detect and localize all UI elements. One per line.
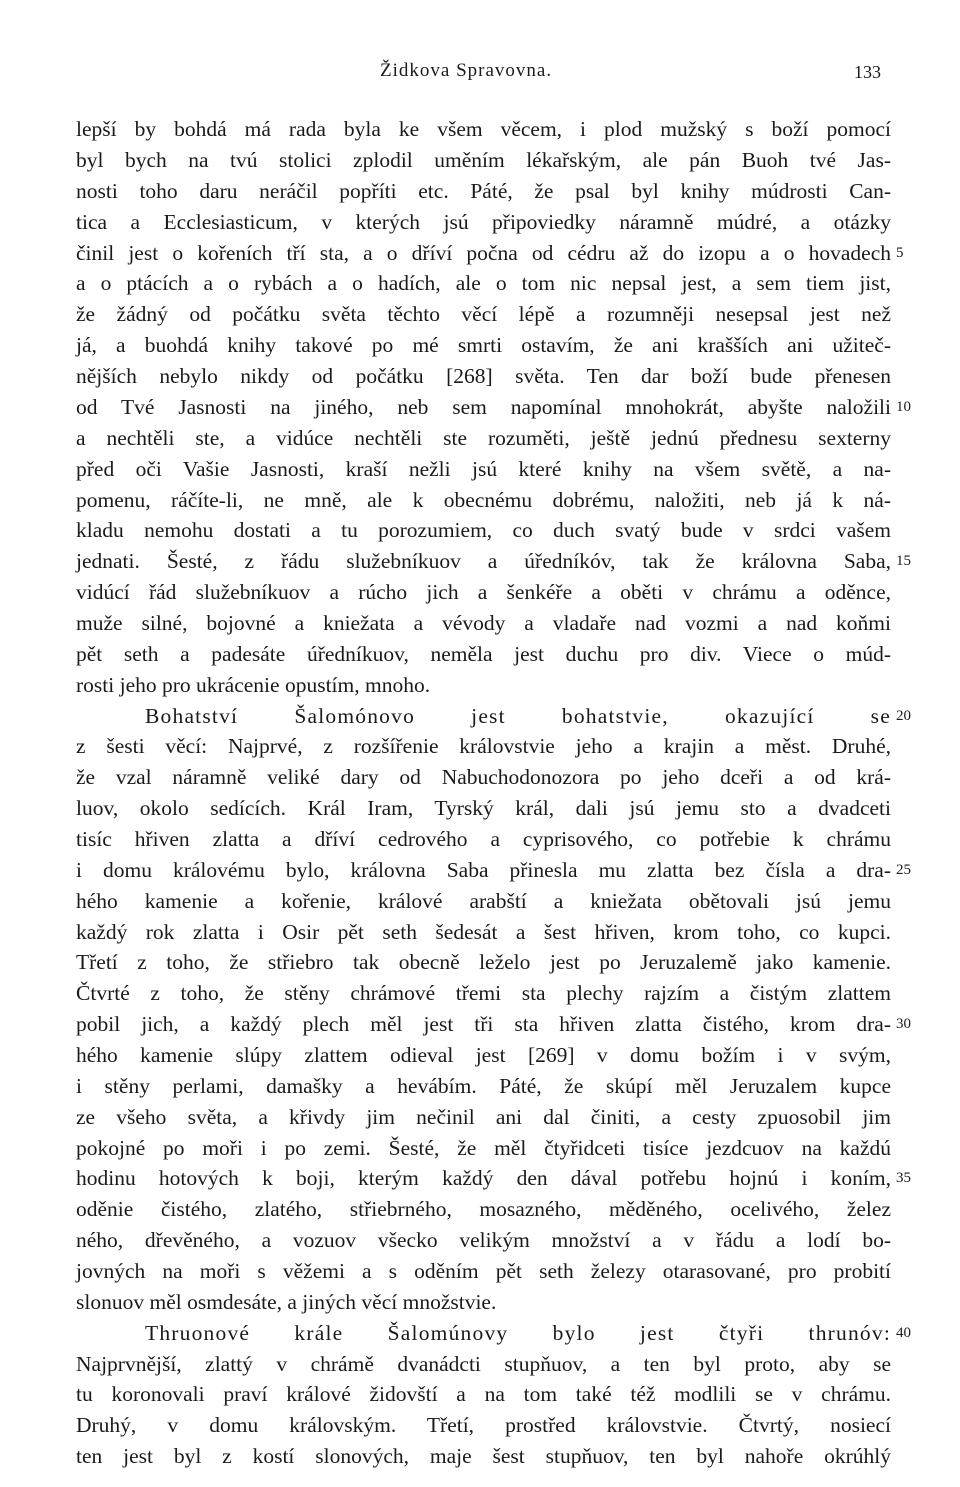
- text-line: hodinu hotových k boji, kterým každý den dával potřebu hojnú i koním,: [76, 1166, 891, 1190]
- text-line: rosti jeho pro ukrácenie opustím, mnoho.: [76, 673, 431, 697]
- line-number: 20: [896, 708, 911, 724]
- text-line: pokojné po moři i po zemi. Šesté, že měl čtyřidceti tisíce jezdcuov na každú: [76, 1136, 891, 1160]
- line-number: 35: [896, 1170, 911, 1186]
- text-line: i domu královému bylo, královna Saba přinesla mu zlatta bez čísla a dra-: [76, 858, 891, 882]
- running-title: Židkova Spravovna.: [380, 60, 553, 81]
- text-line: ného, dřevěného, a vozuov všecko velikým množství a v řádu a lodí bo-: [76, 1228, 891, 1252]
- text-line: že žádný od počátku světa těchto věcí lépě a rozumněji nesepsal jest než: [76, 302, 891, 326]
- line-number: 40: [896, 1325, 911, 1341]
- text-line: a o ptácích a o rybách a o hadích, ale o tom nic nepsal jest, a sem tiem jist,: [76, 271, 891, 295]
- section-heading-line: Bohatství Šalomónovo jest bohatstvie, okazující se: [145, 704, 891, 728]
- text-line: tisíc hřiven zlatta a dříví cedrového a cyprisového, co potřebie k chrámu: [76, 827, 891, 851]
- text-line: já, a buohdá knihy takové po mé smrti ostavím, že ani krašších ani užiteč-: [76, 333, 891, 357]
- text-line: nosti toho daru neráčil popříti etc. Páté, že psal byl knihy múdrosti Can-: [76, 179, 891, 203]
- line-number: 5: [896, 245, 904, 261]
- page-number: 133: [854, 62, 881, 82]
- text-line: vidúcí řád služebníkuov a rúcho jich a šenkéře a oběti v chrámu a oděnce,: [76, 580, 891, 604]
- text-line: pobil jich, a každý plech měl jest tři sta hřiven zlatta čistého, krom dra-: [76, 1012, 891, 1036]
- text-line: činil jest o kořeních tří sta, a o dříví počna od cédru až do izopu a o hovadech: [76, 241, 891, 265]
- text-line: každý rok zlatta i Osir pět seth šedesát a šest hřiven, krom toho, co kupci.: [76, 920, 891, 944]
- text-line: Třetí z toho, že střiebro tak obecně leželo jest po Jeruzalemě jako kamenie.: [76, 950, 891, 974]
- line-number: 10: [896, 399, 911, 415]
- text-line: hého kamenie slúpy zlattem odieval jest [269] v domu božím i v svým,: [76, 1043, 891, 1067]
- line-number: 15: [896, 553, 911, 569]
- text-line: byl bych na tvú stolici zplodil uměním lékařským, ale pán Buoh tvé Jas-: [76, 148, 891, 172]
- text-line: Druhý, v domu královským. Třetí, prostřed královstvie. Čtvrtý, nosiecí: [76, 1413, 891, 1437]
- text-line: ze všeho světa, a křivdy jim nečinil ani dal činiti, a cesty zpuosobil jim: [76, 1105, 891, 1129]
- text-line: jovných na moři s věžemi a s oděním pět seth železy otarasované, pro probití: [76, 1259, 891, 1283]
- text-line: oděnie čistého, zlatého, střiebrného, mosazného, měděného, ocelivého, želez: [76, 1197, 891, 1221]
- text-line: a nechtěli ste, a vidúce nechtěli ste rozuměti, ještě jednú přednesu sexterny: [76, 426, 891, 450]
- text-line: od Tvé Jasnosti na jiného, neb sem napomínal mnohokrát, abyšte naložili: [76, 395, 891, 419]
- text-line: lepší by bohdá má rada byla ke všem věcem, i plod mužský s boží pomocí: [76, 117, 891, 141]
- text-line: luov, okolo sedících. Král Iram, Tyrský král, dali jsú jemu sto a dvadceti: [76, 796, 891, 820]
- text-line: hého kamenie a kořenie, králové arabští a kniežata obětovali jsú jemu: [76, 889, 891, 913]
- text-line: kladu nemohu dostati a tu porozumiem, co duch svatý bude v srdci vašem: [76, 518, 891, 542]
- text-line: před oči Vašie Jasnosti, kraší nežli jsú které knihy na všem světě, a na-: [76, 457, 891, 481]
- text-line: nějších nebylo nikdy od počátku [268] světa. Ten dar boží bude přenesen: [76, 364, 891, 388]
- text-line: že vzal náramně veliké dary od Nabuchodonozora po jeho dceři a od krá-: [76, 765, 891, 789]
- text-line: Najprvnější, zlattý v chrámě dvanádcti stupňuov, a ten byl proto, aby se: [76, 1352, 891, 1376]
- text-line: pět seth a padesáte úředníkuov, neměla jest duchu pro div. Viece o múd-: [76, 642, 891, 666]
- text-line: slonuov měl osmdesáte, a jiných věcí množstvie.: [76, 1290, 497, 1314]
- section-heading-line: Thruonové krále Šalomúnovy bylo jest čtyři thrunóv:: [145, 1321, 891, 1345]
- text-line: pomenu, ráčíte-li, ne mně, ale k obecnému dobrému, naložiti, neb já k ná-: [76, 488, 891, 512]
- line-number: 25: [896, 862, 911, 878]
- text-line: i stěny perlami, damašky a hevábím. Páté, že skúpí měl Jeruzalem kupce: [76, 1074, 891, 1098]
- line-number: 30: [896, 1016, 911, 1032]
- text-line: tica a Ecclesiasticum, v kterých jsú připoviedky náramně múdré, a otázky: [76, 210, 891, 234]
- text-line: jednati. Šesté, z řádu služebníkuov a úředníkóv, tak že královna Saba,: [76, 549, 891, 573]
- text-line: tu koronovali praví králové židovští a na tom také též modlili se v chrámu.: [76, 1382, 891, 1406]
- text-line: z šesti věcí: Najprvé, z rozšířenie královstvie jeho a krajin a měst. Druhé,: [76, 734, 891, 758]
- text-line: Čtvrté z toho, že stěny chrámové třemi sta plechy rajzím a čistým zlattem: [76, 981, 891, 1005]
- text-line: muže silné, bojovné a kniežata a vévody a vladaře nad vozmi a nad koňmi: [76, 611, 891, 635]
- text-line: ten jest byl z kostí slonových, maje šest stupňuov, ten byl nahoře okrúhlý: [76, 1444, 891, 1468]
